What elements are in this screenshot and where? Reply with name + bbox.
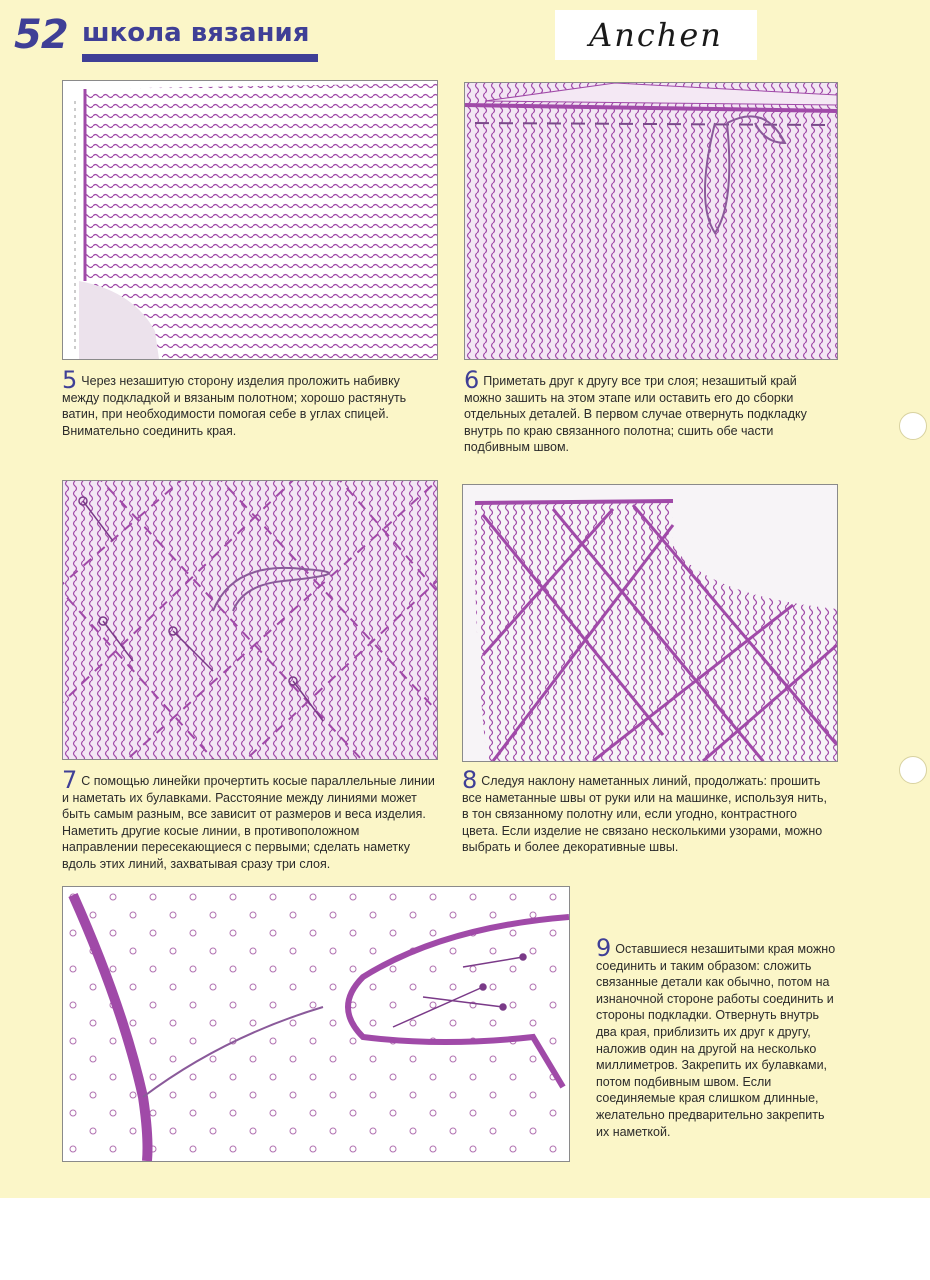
step-number: 5 <box>62 366 78 394</box>
step-text: Оставшиеся незашитыми края можно соединить и таким образом: сложить связанные детали как обычно, потом на изнаночной стороне работы соединить и стороны подкладки. Отвернуть внутрь два края, приблизить их друг к другу, наложив один на другой на несколько миллиметров. Закрепить их булавками, потом подбивным швом. Если соединяемые края слишком длинные, желательно предварительно закрепить их наметкой. <box>596 942 836 1139</box>
watermark-label: Anchen <box>555 10 757 60</box>
step-5 <box>62 366 436 439</box>
figure-step-6 <box>464 82 838 360</box>
step-8 <box>462 766 836 856</box>
illustration-stuffing <box>63 81 437 359</box>
figure-step-5 <box>62 80 438 360</box>
page-bottom-margin <box>0 1198 930 1280</box>
step-number: 8 <box>462 766 478 794</box>
step-text: Через незашитую сторону изделия проложить набивку между подкладкой и вязаным полотном; хорошо растянуть ватин, при необходимости помогая себе в углах спицей. Внимательно соединить края. <box>62 374 407 438</box>
step-9 <box>596 934 840 1140</box>
figure-step-9 <box>62 886 570 1162</box>
step-7 <box>62 766 436 873</box>
step-text: С помощью линейки прочертить косые параллельные линии и наметать их булавками. Расстояние между линиями может быть самым разным, все зависит от размеров и веса изделия. Наметить другие косые линии, в противоположном направлении пересекающиеся с первыми; сделать наметку вдоль этих линий, захватывая сразу три слоя. <box>62 774 435 871</box>
section-title: школа вязания <box>82 18 310 48</box>
step-number: 9 <box>596 934 612 962</box>
illustration-basting-layers <box>465 83 837 359</box>
illustration-joining-edges <box>63 887 569 1161</box>
binder-hole-bottom <box>899 756 927 784</box>
step-6 <box>464 366 836 456</box>
figure-step-7 <box>62 480 438 760</box>
step-text: Следуя наклону наметанных линий, продолжать: прошить все наметанные швы от руки или на машинке, используя нить, в тон связанному полотну или, если угодно, контрастного цвета. Если изделие не связано несколькими узорами, можно выбрать и более декоративные швы. <box>462 774 827 855</box>
illustration-diagonal-pins <box>63 481 437 759</box>
binder-hole-top <box>899 412 927 440</box>
step-text: Приметать друг к другу все три слоя; незашитый край можно зашить на этом этапе или оставить его до сборки отдельных деталей. В первом случае отвернуть подкладку внутрь по краю связанного полотна; сшить обе части подбивным швом. <box>464 374 807 455</box>
illustration-quilted-stitches <box>463 485 837 761</box>
step-number: 7 <box>62 766 78 794</box>
page-header <box>14 12 314 64</box>
page-number: 52 <box>14 12 68 58</box>
figure-step-8 <box>462 484 838 762</box>
step-number: 6 <box>464 366 480 394</box>
header-rule <box>82 54 318 62</box>
